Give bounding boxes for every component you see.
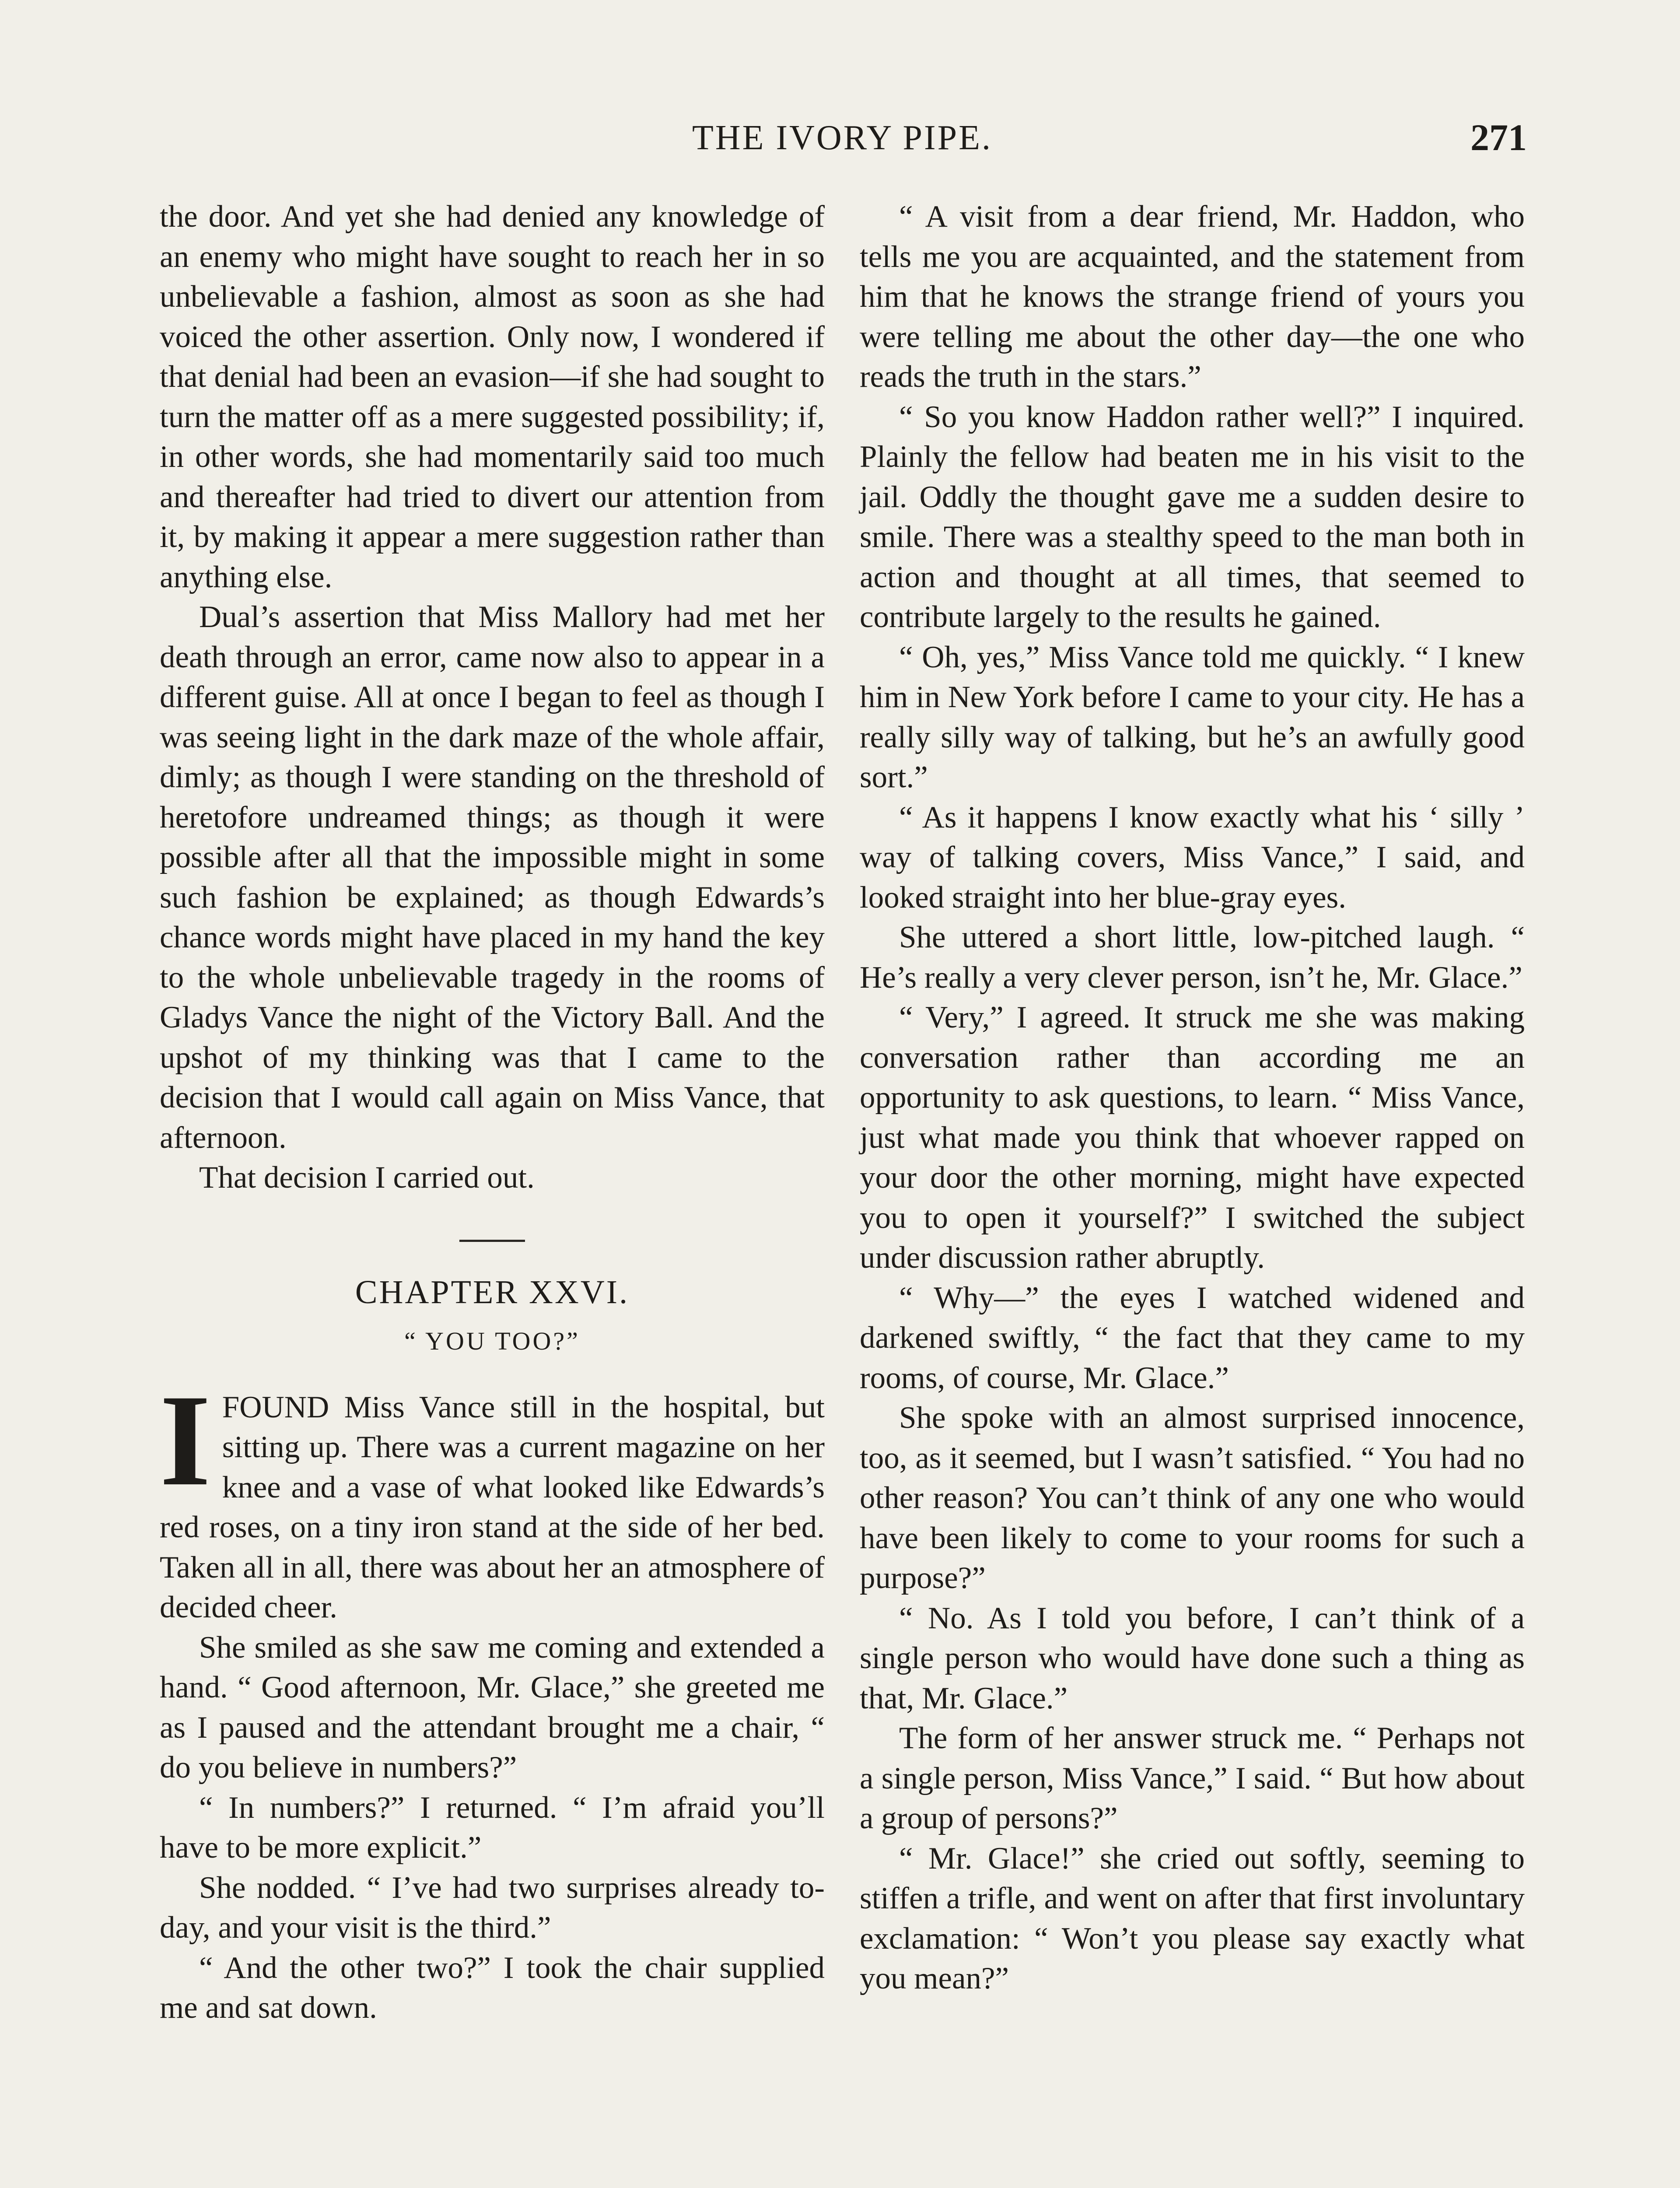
right-column: [860, 197, 1525, 2188]
section-divider: [459, 1240, 525, 1242]
chapter-opening-text: FOUND Miss Vance still in the hospital, but sitting up. There was a current magazine on her knee and a vase of what looked like Edwards’s red roses, on a tiny iron stand at the side of her bed. Taken all in all, there was about her an atmosphere of decided cheer.: [160, 1390, 825, 1624]
paragraph: “ Why—” the eyes I watched widened and darkened swiftly, “ the fact that they came to my rooms, of course, Mr. Glace.”: [860, 1280, 1525, 1395]
paragraph: She smiled as she saw me coming and extended a hand. “ Good afternoon, Mr. Glace,” she greeted me as I paused and the attendant brought me a chair, “ do you believe in numbers?”: [160, 1630, 825, 1785]
chapter-heading: CHAPTER XXVI.: [355, 1273, 630, 1311]
paragraph: That decision I carried out.: [199, 1161, 535, 1195]
running-title: THE IVORY PIPE.: [692, 119, 992, 157]
paragraph: “ Mr. Glace!” she cried out softly, seeming to stiffen a trifle, and went on after that first involuntary exclamation: “ Won’t you please say exactly what you mean?”: [860, 1841, 1525, 1995]
paragraph: “ A visit from a dear friend, Mr. Haddon, who tells me you are acquainted, and the statement from him that he knows the strange friend of yours you were telling me about the other day—the one who reads the truth in the stars.”: [860, 200, 1525, 394]
paragraph: She nodded. “ I’ve had two surprises already to-day, and your visit is the third.”: [160, 1870, 825, 1945]
chapter-subtitle: “ YOU TOO?”: [404, 1327, 580, 1355]
page-number: 271: [1470, 116, 1527, 158]
paragraph: “ Oh, yes,” Miss Vance told me quickly. “ I knew him in New York before I came to your city. He has a really silly way of talking, but he’s an awfully good sort.”: [860, 640, 1525, 794]
paragraph: She uttered a short little, low-pitched laugh. “ He’s really a very clever person, isn’t he, Mr. Glace.”: [860, 920, 1525, 995]
page-header: [158, 118, 1527, 166]
paragraph: the door. And yet she had denied any knowledge of an enemy who might have sought to reach her in so unbelievable a fashion, almost as soon as she had voiced the other assertion. Only now, I wondered if that denial had been an evasion—if she had sought to turn the matter off as a mere suggested possibility; if, in other words, she had momentarily said too much and thereafter had tried to divert our attention from it, by making it appear a mere suggestion rather than anything else.: [160, 200, 825, 594]
paragraph: “ In numbers?” I returned. “ I’m afraid you’ll have to be more explicit.”: [160, 1790, 825, 1865]
left-column: [160, 197, 825, 2188]
paragraph: “ And the other two?” I took the chair supplied me and sat down.: [160, 1950, 825, 2025]
paragraph: “ So you know Haddon rather well?” I inquired. Plainly the fellow had beaten me in his visit to the jail. Oddly the thought gave me a sudden desire to smile. There was a stealthy speed to the man both in action and thought at all times, that seemed to contribute largely to the results he gained.: [860, 400, 1525, 634]
drop-cap: I: [160, 1367, 211, 1513]
paragraph: “ As it happens I know exactly what his ‘ silly ’ way of talking covers, Miss Vance,” I said, and looked straight into her blue-gray eyes.: [860, 800, 1525, 915]
paragraph: Dual’s assertion that Miss Mallory had met her death through an error, came now also to appear in a different guise. All at once I began to feel as though I was seeing light in the dark maze of the whole affair, dimly; as though I were standing on the threshold of heretofore undreamed things; as though it were possible after all that the impossible might in some such fashion be explained; as though Edwards’s chance words might have placed in my hand the key to the whole unbelievable tragedy in the rooms of Gladys Vance the night of the Victory Ball. And the upshot of my thinking was that I came to the decision that I would call again on Miss Vance, that afternoon.: [160, 600, 825, 1155]
paragraph: She spoke with an almost surprised innocence, too, as it seemed, but I wasn’t satisfied. “ You had no other reason? You can’t think of any one who would have been likely to come to your rooms for such a purpose?”: [860, 1401, 1525, 1595]
paragraph: The form of her answer struck me. “ Perhaps not a single person, Miss Vance,” I said. “ But how about a group of persons?”: [860, 1721, 1525, 1835]
paragraph: “ Very,” I agreed. It struck me she was making conversation rather than according me an opportunity to ask questions, to learn. “ Miss Vance, just what made you think that whoever rapped on your door the other morning, might have expected you to open it yourself?” I switched the subject under discussion rather abruptly.: [860, 1000, 1525, 1275]
paragraph: “ No. As I told you before, I can’t think of a single person who would have done such a thing as that, Mr. Glace.”: [860, 1601, 1525, 1715]
chapter-opening-paragraph: [160, 1367, 825, 1628]
